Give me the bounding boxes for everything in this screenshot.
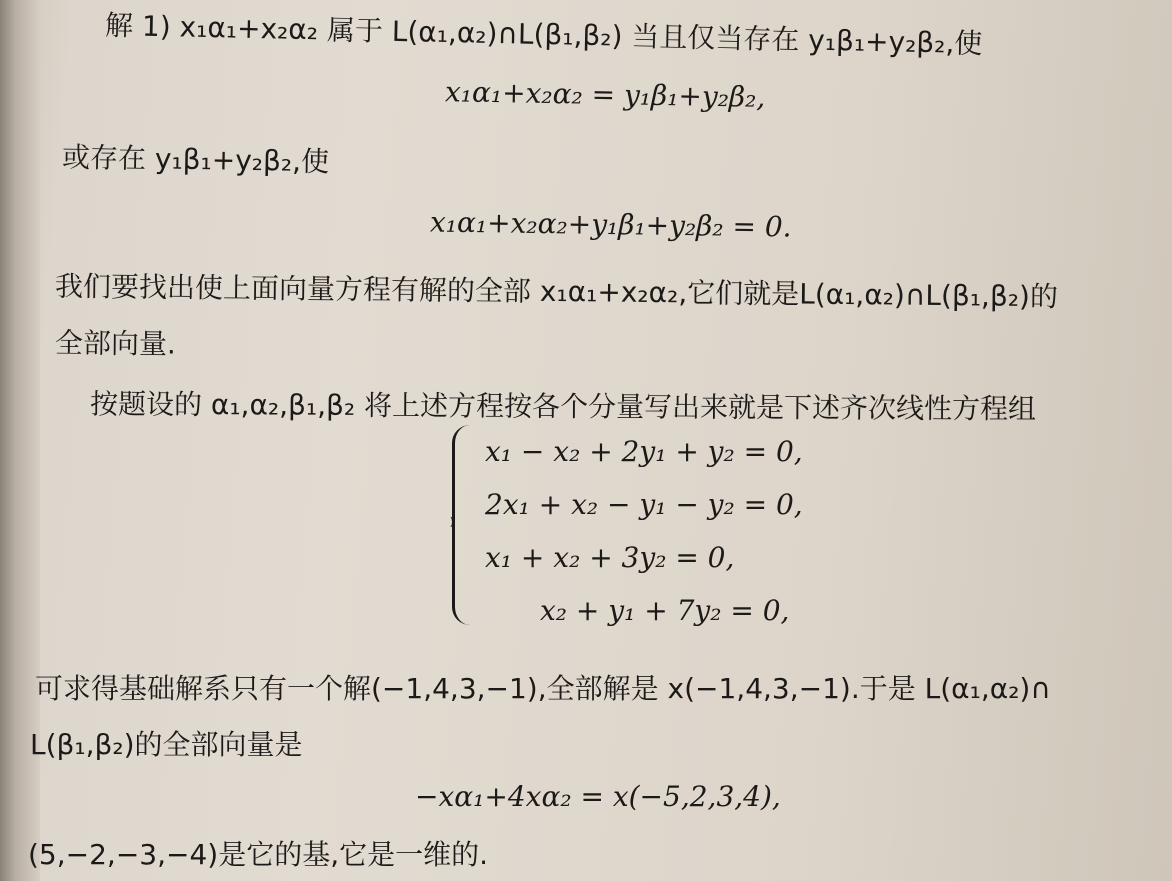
solution-line-8: (5,−2,−3,−4)是它的基,它是一维的. <box>28 838 488 871</box>
system-brace <box>452 425 475 625</box>
solution-line-4: 全部向量. <box>54 326 177 361</box>
equation-3: −xα₁+4xα₂ = x(−5,2,3,4), <box>415 780 781 813</box>
solution-line-7: L(β₁,β₂)的全部向量是 <box>30 728 303 761</box>
equation-1: x₁α₁+x₂α₂ = y₁β₁+y₂β₂, <box>444 75 766 114</box>
solution-line-3: 我们要找出使上面向量方程有解的全部 x₁α₁+x₂α₂,它们就是L(α₁,α₂)∩L(β₁,β₂)的 <box>54 269 1059 314</box>
solution-line-5: 按题设的 α₁,α₂,β₁,β₂ 将上述方程按各个分量写出来就是下述齐次线性方程组 <box>89 387 1037 426</box>
system-equation-1: x₁ − x₂ + 2y₁ + y₂ = 0, <box>485 435 803 468</box>
solution-line-2: 或存在 y₁β₁+y₂β₂,使 <box>61 140 330 179</box>
solution-line-6: 可求得基础解系只有一个解(−1,4,3,−1),全部解是 x(−1,4,3,−1).于是 L(α₁,α₂)∩ <box>35 672 1051 705</box>
system-equation-3: x₁ + x₂ + 3y₂ = 0, <box>485 541 735 574</box>
system-equation-2: 2x₁ + x₂ − y₁ − y₂ = 0, <box>485 488 803 521</box>
system-equation-4: x₂ + y₁ + 7y₂ = 0, <box>540 594 790 627</box>
equation-2: x₁α₁+x₂α₂+y₁β₁+y₂β₂ = 0. <box>429 205 792 244</box>
solution-line-1: 解 1) x₁α₁+x₂α₂ 属于 L(α₁,α₂)∩L(β₁,β₂) 当且仅当存在 y₁β₁+y₂β₂,使 <box>104 8 983 61</box>
